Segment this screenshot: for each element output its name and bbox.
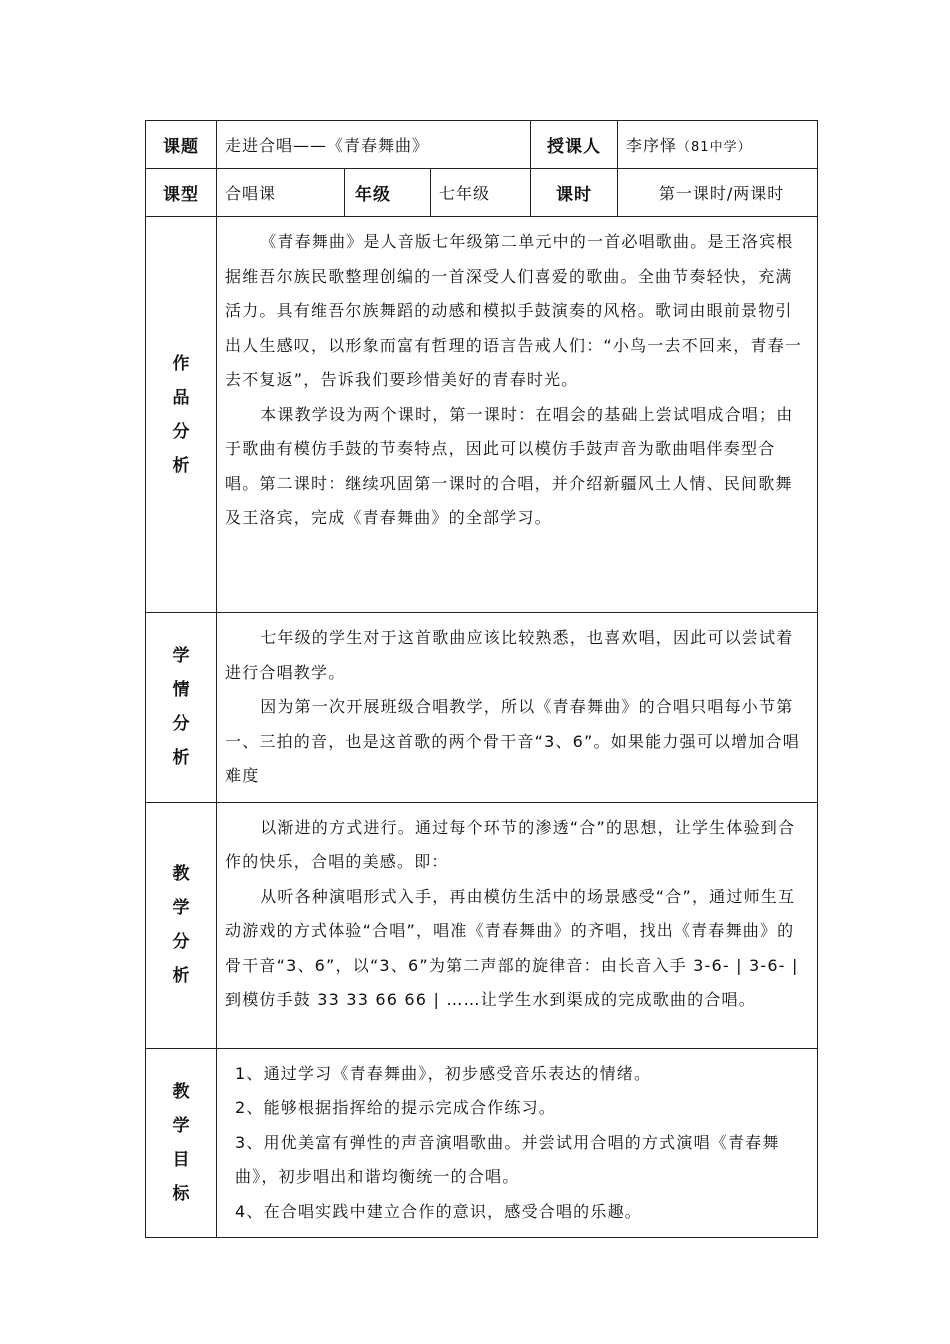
teacher-name: 李序怿 [626,136,678,155]
topic-label: 课题 [146,121,217,169]
student-analysis-paragraph: 因为第一次开展班级合唱教学，所以《青春舞曲》的合唱只唱每小节第一、三拍的音，也是这首歌的两个骨干音“3、6”。如果能力强可以增加合唱难度 [225,697,800,785]
header-row-type [146,169,818,217]
grade-value: 七年级 [431,169,531,217]
period-value: 第一课时/两课时 [618,169,818,217]
teacher-label: 授课人 [531,121,618,169]
work-analysis-paragraph: 《青春舞曲》是人音版七年级第二单元中的一首必唱歌曲。是王洛宾根据维吾尔族民歌整理创编的一首深受人们喜爱的歌曲。全曲节奏轻快，充满活力。具有维吾尔族舞蹈的动感和模拟手鼓演奏的风格。歌词由眼前景物引出人生感叹，以形象而富有哲理的语言告戒人们：“小鸟一去不回来，青春一去不复返”，告诉我们要珍惜美好的青春时光。 [225,232,803,389]
goals-content [217,1048,818,1238]
student-analysis-content [217,613,818,803]
lesson-plan-sheet [145,120,817,1238]
teaching-analysis-label: 教 学 分 析 [146,802,217,1048]
teaching-analysis-content [217,802,818,1048]
teaching-analysis-paragraph: 以渐进的方式进行。通过每个环节的渗透“合”的思想，让学生体验到合作的快乐，合唱的美感。即： [225,817,796,871]
work-analysis-content [217,217,818,613]
goals-label: 教 学 目 标 [146,1048,217,1238]
work-analysis-label: 作 品 分 析 [146,217,217,613]
teacher-school: （81中学） [677,140,752,155]
teacher-cell [618,121,818,169]
student-analysis-paragraph: 七年级的学生对于这首歌曲应该比较熟悉，也喜欢唱，因此可以尝试着进行合唱教学。 [225,628,794,682]
teaching-analysis-paragraph: 从听各种演唱形式入手，再由模仿生活中的场景感受“合”，通过师生互动游戏的方式体验“合唱”，唱准《青春舞曲》的齐唱，找出《青春舞曲》的骨干音“3、6”，以“3、6”为第二声部的旋律音：由长音入手 3-6- | 3-6- | 到模仿手鼓 33 33 66 66 | ……让学生水到渠成的完成歌曲的合唱。 [225,886,799,1009]
goal-item: 4、在合唱实践中建立合作的意识，感受合唱的乐趣。 [235,1201,642,1221]
work-analysis-paragraph: 本课教学设为两个课时，第一课时：在唱会的基础上尝试唱成合唱；由于歌曲有模仿手鼓的节奏特点，因此可以模仿手鼓声音为歌曲唱伴奏型合唱。第二课时：继续巩固第一课时的合唱，并介绍新疆风土人情、民间歌舞及王洛宾，完成《青春舞曲》的全部学习。 [225,404,794,527]
goal-item: 2、能够根据指挥给的提示完成合作练习。 [235,1098,556,1117]
lesson-plan-table [145,120,818,1238]
work-analysis-row [146,217,818,613]
teaching-analysis-row [146,802,818,1048]
period-label: 课时 [531,169,618,217]
header-row-topic [146,121,818,169]
goal-item: 3、用优美富有弹性的声音演唱歌曲。并尝试用合唱的方式演唱《青春舞曲》，初步唱出和谐均衡统一的合唱。 [235,1132,780,1186]
grade-label: 年级 [345,169,431,217]
student-analysis-label: 学 情 分 析 [146,613,217,803]
goal-item: 1、通过学习《青春舞曲》，初步感受音乐表达的情绪。 [235,1063,652,1083]
goals-row [146,1048,818,1238]
type-label: 课型 [146,169,217,217]
topic-value: 走进合唱——《青春舞曲》 [217,121,531,169]
type-value: 合唱课 [217,169,345,217]
student-analysis-row [146,613,818,803]
